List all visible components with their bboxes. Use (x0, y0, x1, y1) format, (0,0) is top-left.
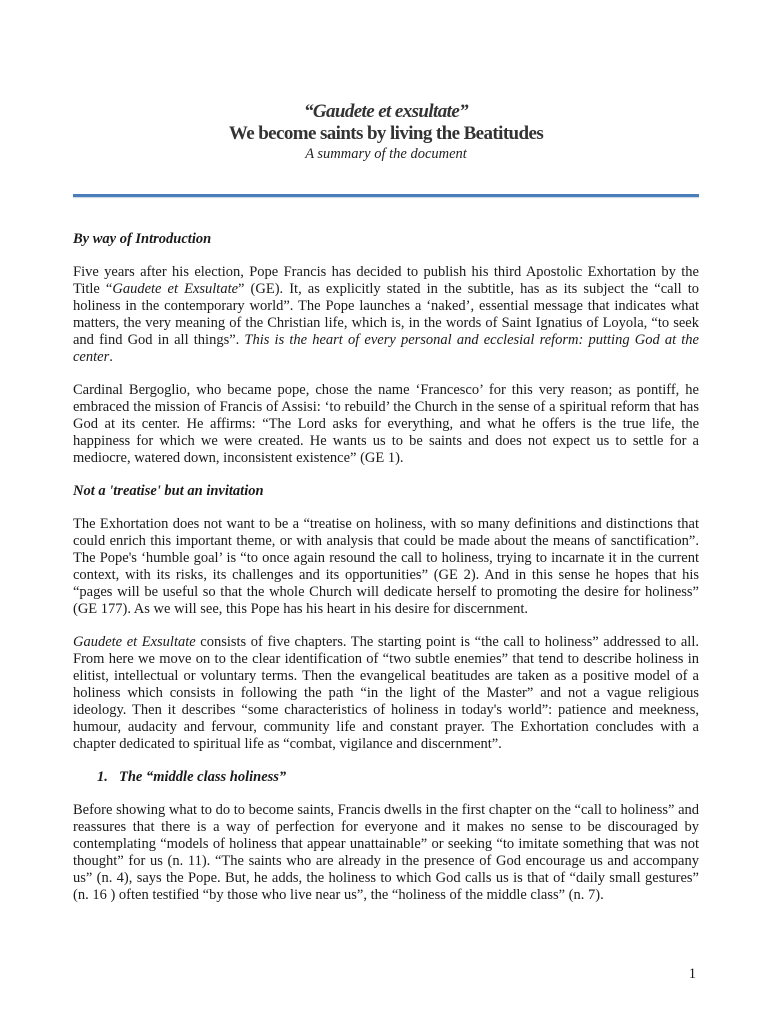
invitation-paragraph-2 (73, 634, 699, 753)
italic-title-run: Gaudete et Exsultate (112, 281, 239, 297)
italic-emphasis-run: This is the heart of every personal and ecclesial reform: putting God at the center (73, 332, 699, 365)
text-run: Five years after his election, Pope Francis has decided to publish his third Apostolic Exhortation by the Title “ (73, 264, 699, 297)
intro-paragraph-2: Cardinal Bergoglio, who became pope, chose the name ‘Francesco’ for this very reason; as pontiff, he embraced the mission of Francis of Assisi: ‘to rebuild’ the Church in the sense of a spiritual reform that has God at its center. He affirms: “The Lord asks for everything, and what he offers is the true life, the happiness for which we were created. He wants us to be saints and does not expect us to settle for a mediocre, watered down, inconsistent existence” (GE 1). (73, 382, 699, 466)
page-number: 1 (688, 966, 696, 982)
page-subtitle: A summary of the document (305, 146, 467, 162)
section-heading-chapter-1 (73, 769, 699, 786)
invitation-paragraph-1: The Exhortation does not want to be a “treatise on holiness, with so many definitions and distinctions that could enrich this important theme, or with analysis that could be made about the means of sanctification”. The Pope's ‘humble goal’ is “to once again resound the call to holiness, trying to incarnate it in the current context, with its risks, its challenges and its opportunities” (GE 2). And in this sense he hopes that his “pages will be useful so that the whole Church will dedicate herself to promoting the desire for holiness” (GE 177). As we will see, this Pope has his heart in his desire for discernment. (73, 516, 699, 617)
list-number: 1. (97, 769, 108, 785)
page-title: We become saints by living the Beatitudes (228, 123, 544, 144)
document-header (73, 101, 699, 163)
italic-title-run: Gaudete et Exsultate (73, 634, 196, 650)
intro-paragraph-1 (73, 264, 699, 366)
header-divider (73, 194, 699, 197)
document-body (73, 231, 699, 904)
chapter-1-paragraph-1: Before showing what to do to become saints, Francis dwells in the first chapter on the “call to holiness” and reassures that there is a way of perfection for everyone and it makes no sense to be discouraged by contemplating “models of holiness that appear unattainable” or seeking “to imitate something that was not thought” for us (n. 11). “The saints who are already in the presence of God encourage us and accompany us” (n. 4), says the Pope. But, he adds, the holiness to which God calls us is that of “daily small gestures” (n. 16 ) often testified “by those who live near us”, the “holiness of the middle class” (n. 7). (73, 802, 699, 903)
text-run: . (109, 349, 113, 365)
title-quote: “Gaudete et exsultate” (303, 101, 469, 122)
chapter-heading-text: The “middle class holiness” (119, 769, 287, 785)
text-run: consists of five chapters. The starting point is “the call to holiness” addressed to all. From here we move on to the clear identification of “two subtle enemies” that tend to describe holiness in elitist, intellectual or voluntary terms. Then the evangelical beatitudes are taken as a positive model of a holiness which consists in following the path “in the light of the Master” and not a vague religious ideology. Then it describes “some characteristics of holiness in today's world”: patience and meekness, humour, audacity and fervour, community life and constant prayer. The Exhortation concludes with a chapter dedicated to spiritual life as “combat, vigilance and discernment”. (73, 634, 699, 752)
text-run: ” (GE). It, as explicitly stated in the subtitle, has as its subject the “call to holiness in the contemporary world”. The Pope launches a ‘naked’, essential message that indicates what matters, the very meaning of the Christian life, which is, in the words of Saint Ignatius of Loyola, “to seek and find God in all things”. (73, 281, 699, 348)
section-heading-invitation: Not a 'treatise' but an invitation (73, 483, 264, 499)
section-heading-introduction: By way of Introduction (73, 231, 212, 247)
